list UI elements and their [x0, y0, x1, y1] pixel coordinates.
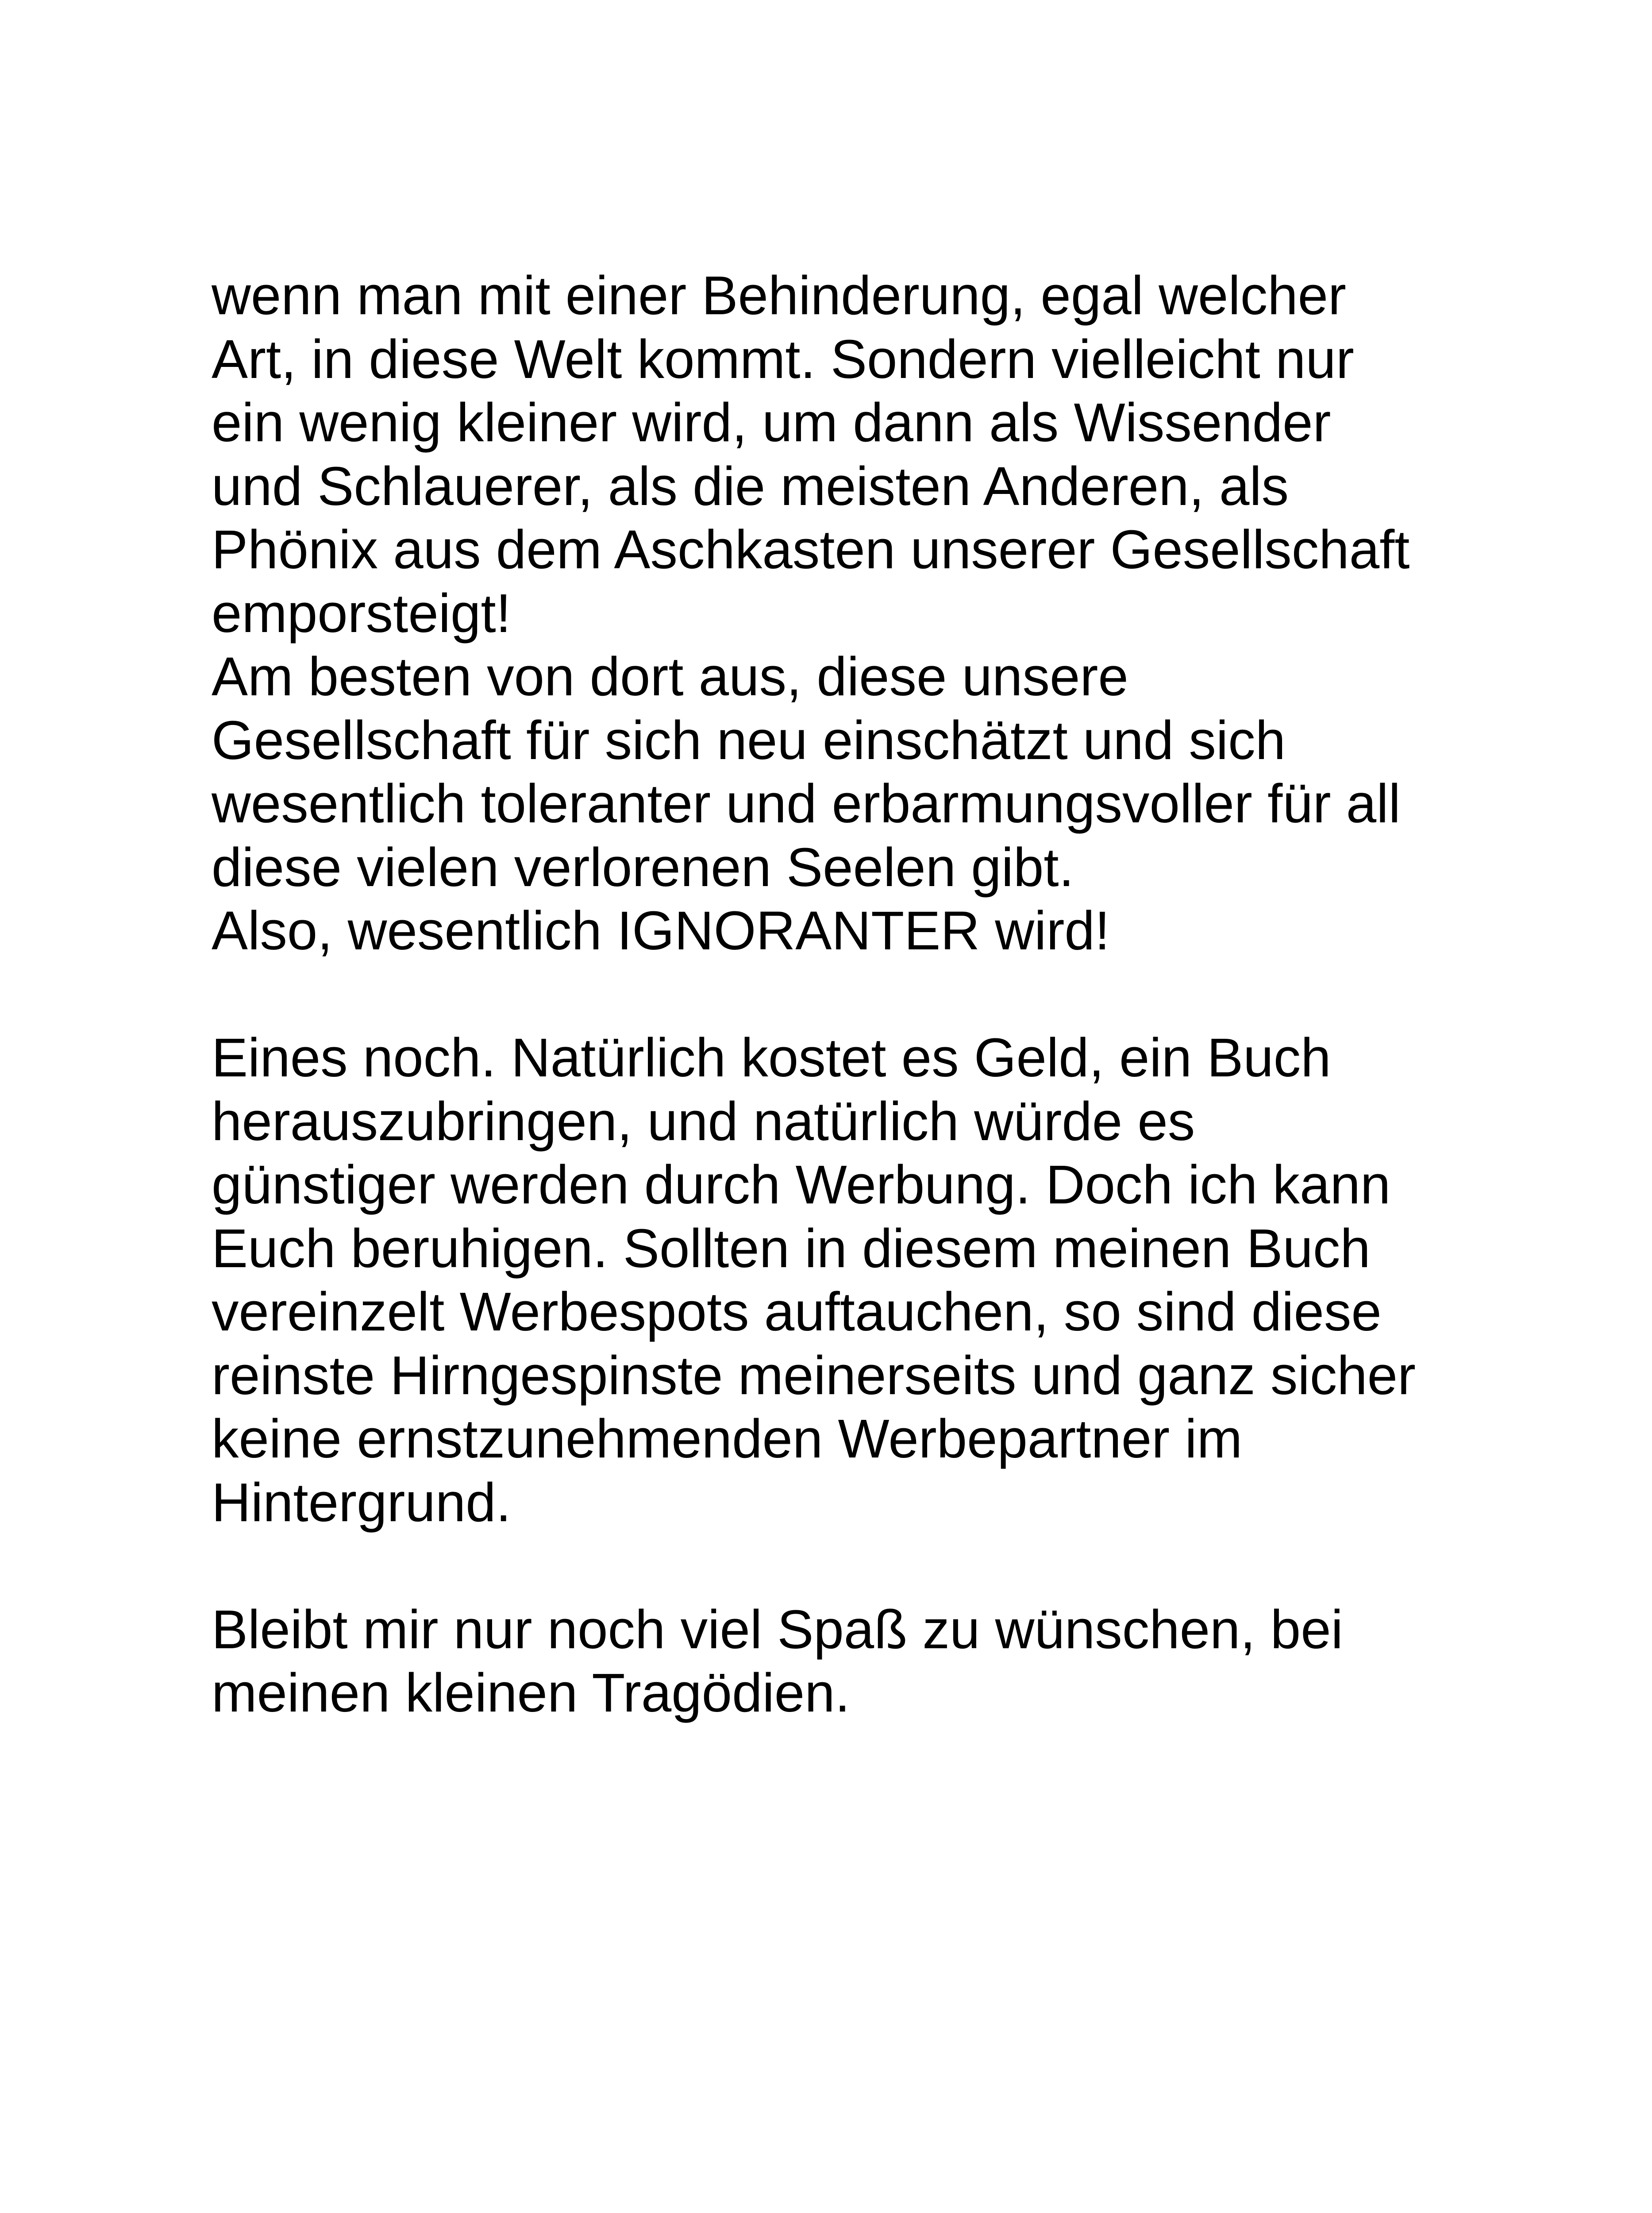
text-line: reinste Hirngespinste meinerseits und ganz sicher [212, 1345, 1416, 1406]
text-line: Eines noch. Natürlich kostet es Geld, ein Buch [212, 1028, 1331, 1088]
paragraph-spacer [212, 1534, 1539, 1598]
paragraph-1 [212, 264, 1539, 963]
paragraph-2 [212, 1026, 1539, 1534]
text-line: Bleibt mir nur noch viel Spaß zu wünschen, bei [212, 1599, 1343, 1660]
text-line: günstiger werden durch Werbung. Doch ich kann [212, 1155, 1391, 1215]
text-line: meinen kleinen Tragödien. [212, 1663, 850, 1723]
text-line: keine ernstzunehmenden Werbepartner im [212, 1409, 1243, 1469]
text-line: Hintergrund. [212, 1472, 511, 1533]
text-line: ein wenig kleiner wird, um dann als Wissender [212, 393, 1331, 453]
text-line: diese vielen verlorenen Seelen gibt. [212, 837, 1074, 898]
body-text [212, 264, 1539, 1725]
text-line: wesentlich toleranter und erbarmungsvoller für all [212, 774, 1401, 834]
text-line: Am besten von dort aus, diese unsere [212, 647, 1128, 707]
text-line: emporsteigt! [212, 583, 511, 644]
paragraph-3 [212, 1598, 1539, 1725]
paragraph-spacer [212, 963, 1539, 1027]
text-line: Art, in diese Welt kommt. Sondern vielleicht nur [212, 329, 1354, 390]
text-line: und Schlauerer, als die meisten Anderen, als [212, 456, 1289, 517]
text-line: Phönix aus dem Aschkasten unserer Gesellschaft [212, 520, 1410, 580]
text-line: vereinzelt Werbespots auftauchen, so sind diese [212, 1282, 1382, 1342]
text-line: wenn man mit einer Behinderung, egal welcher [212, 266, 1346, 326]
text-line: Gesellschaft für sich neu einschätzt und sich [212, 710, 1286, 771]
text-line: Also, wesentlich IGNORANTER wird! [212, 901, 1110, 961]
text-line: Euch beruhigen. Sollten in diesem meinen Buch [212, 1218, 1371, 1279]
text-line: herauszubringen, und natürlich würde es [212, 1091, 1195, 1152]
